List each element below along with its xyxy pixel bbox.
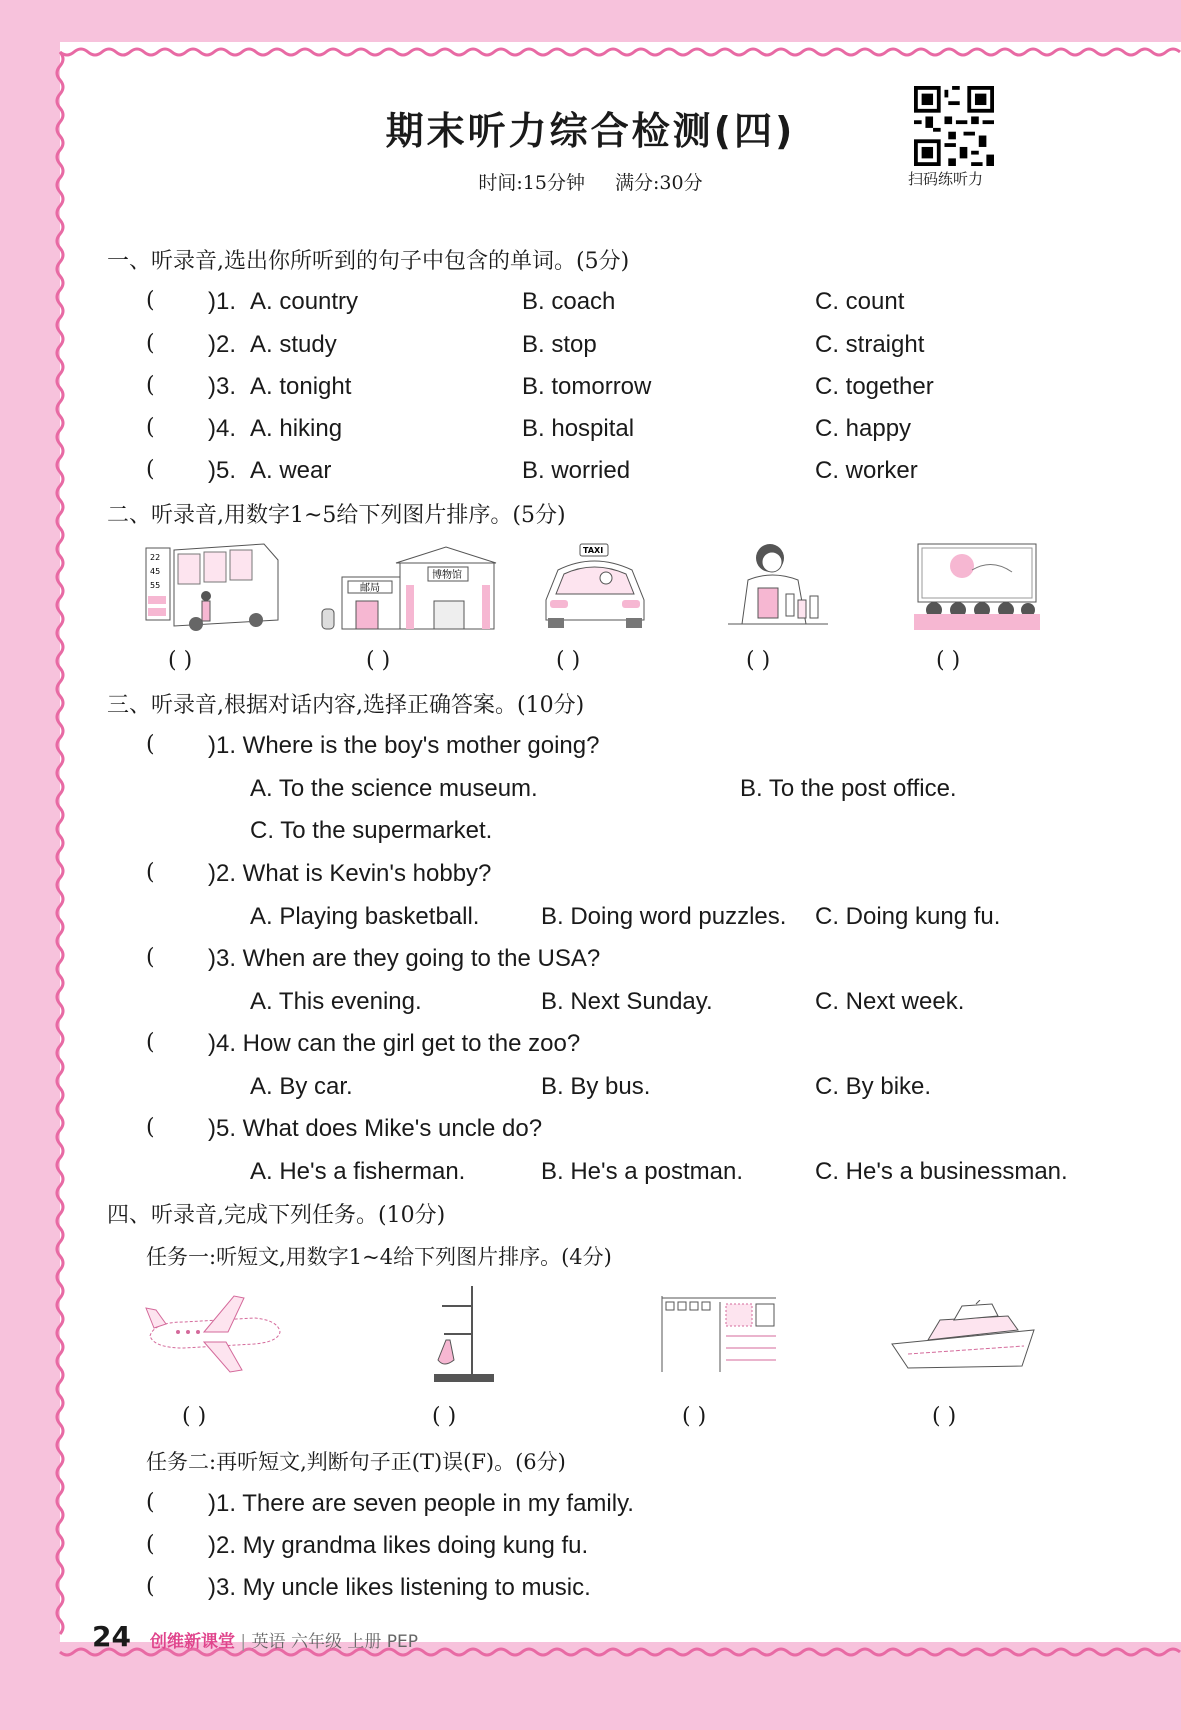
question-number: )3. (208, 373, 237, 400)
option-a: A. This evening. (250, 988, 422, 1015)
answer-blank[interactable]: ( (146, 945, 155, 970)
option-b: B. Doing word puzzles. (541, 903, 787, 930)
option-a: A. To the science museum. (250, 775, 538, 802)
question-number: )5. (208, 457, 237, 484)
section3-heading: 三、听录音,根据对话内容,选择正确答案。(10分) (107, 693, 585, 718)
option-a: A. Playing basketball. (250, 903, 480, 930)
question-text: )2. What is Kevin's hobby? (208, 860, 492, 887)
qr-label: 扫码练听力 (908, 170, 984, 188)
task2-instruction: 任务二:再听短文,判断句子正(T)误(F)。(6分) (146, 1450, 566, 1474)
task1-instruction: 任务一:听短文,用数字1~4给下列图片排序。(4分) (146, 1245, 612, 1269)
answer-blank[interactable]: ( ) (432, 1404, 457, 1429)
option-a: A. By car. (250, 1073, 353, 1100)
book-info: 英语 六年级 上册 PEP (251, 1632, 419, 1652)
section1-heading: 一、听录音,选出你所听到的句子中包含的单词。(5分) (107, 249, 630, 274)
option-b: B. hospital (522, 415, 635, 442)
plane-picture (144, 1292, 284, 1376)
answer-blank[interactable]: ( ) (746, 648, 771, 673)
post-office-museum-picture (320, 545, 500, 633)
question-text: )5. What does Mike's uncle do? (208, 1115, 543, 1142)
ship-picture (888, 1300, 1038, 1372)
answer-blank[interactable]: ( ) (932, 1404, 957, 1429)
answer-blank[interactable]: ( (146, 373, 155, 398)
lab-equipment-picture (430, 1284, 500, 1384)
question-text: )3. When are they going to the USA? (208, 945, 601, 972)
statement-text: )1. There are seven people in my family. (208, 1490, 634, 1517)
answer-blank[interactable]: ( (146, 860, 155, 885)
bus-number: 22 (150, 553, 161, 562)
option-c: C. happy (815, 415, 912, 442)
option-b: B. stop (522, 331, 597, 358)
option-c: C. He's a businessman. (815, 1158, 1068, 1185)
question-text: )1. Where is the boy's mother going? (208, 732, 600, 759)
doctor-picture (728, 540, 828, 632)
option-c: C. To the supermarket. (250, 817, 493, 844)
question-text: )4. How can the girl get to the zoo? (208, 1030, 581, 1057)
bus-number: 55 (150, 581, 161, 590)
page-title: 期末听力综合检测(四) (385, 109, 796, 153)
section2-heading: 二、听录音,用数字1~5给下列图片排序。(5分) (107, 503, 566, 528)
option-c: C. straight (815, 331, 925, 358)
bus-stop-picture (144, 540, 280, 632)
option-c: C. count (815, 288, 905, 315)
bus-number: 45 (150, 567, 161, 576)
answer-blank[interactable]: ( (146, 415, 155, 440)
option-a: A. wear (250, 457, 332, 484)
option-c: C. together (815, 373, 934, 400)
museum-sign: 博物馆 (432, 570, 462, 581)
answer-blank[interactable]: ( (146, 457, 155, 482)
option-a: A. hiking (250, 415, 343, 442)
time-limit: 时间:15分钟 (478, 172, 585, 194)
section4-heading: 四、听录音,完成下列任务。(10分) (107, 1203, 446, 1228)
question-number: )2. (208, 331, 237, 358)
post-office-sign: 邮局 (360, 583, 380, 594)
answer-blank[interactable]: ( (146, 1532, 155, 1557)
option-a: A. He's a fisherman. (250, 1158, 466, 1185)
answer-blank[interactable]: ( ) (936, 648, 961, 673)
answer-blank[interactable]: ( (146, 1574, 155, 1599)
option-c: C. Next week. (815, 988, 965, 1015)
taxi-picture (540, 540, 650, 632)
option-a: A. study (250, 331, 337, 358)
question-number: )4. (208, 415, 237, 442)
answer-blank[interactable]: ( ) (556, 648, 581, 673)
option-b: B. worried (522, 457, 631, 484)
answer-blank[interactable]: ( (146, 732, 155, 757)
page-number: 24 (92, 1620, 131, 1653)
answer-blank[interactable]: ( ) (366, 648, 391, 673)
statement-text: )3. My uncle likes listening to music. (208, 1574, 591, 1601)
answer-blank[interactable]: ( (146, 288, 155, 313)
answer-blank[interactable]: ( (146, 1030, 155, 1055)
answer-blank[interactable]: ( ) (682, 1404, 707, 1429)
option-b: B. tomorrow (522, 373, 652, 400)
option-b: B. He's a postman. (541, 1158, 744, 1185)
question-number: )1. (208, 288, 237, 315)
option-c: C. worker (815, 457, 918, 484)
option-b: B. Next Sunday. (541, 988, 713, 1015)
option-b: B. To the post office. (740, 775, 957, 802)
statement-text: )2. My grandma likes doing kung fu. (208, 1532, 589, 1559)
full-score: 满分:30分 (615, 172, 703, 194)
option-a: A. country (250, 288, 359, 315)
taxi-sign: TAXI (583, 546, 604, 555)
footer-info: 创维新课堂 | 英语 六年级 上册 PEP (150, 1632, 419, 1652)
answer-blank[interactable]: ( (146, 1490, 155, 1515)
option-a: A. tonight (250, 373, 352, 400)
cinema-picture (912, 540, 1042, 632)
option-c: C. By bike. (815, 1073, 932, 1100)
answer-blank[interactable]: ( (146, 1115, 155, 1140)
answer-blank[interactable]: ( (146, 331, 155, 356)
brand-name: 创维新课堂 (150, 1632, 235, 1652)
option-b: B. By bus. (541, 1073, 651, 1100)
qr-code-icon[interactable] (914, 86, 994, 166)
answer-blank[interactable]: ( ) (182, 1404, 207, 1429)
option-b: B. coach (522, 288, 616, 315)
answer-blank[interactable]: ( ) (168, 648, 193, 673)
option-c: C. Doing kung fu. (815, 903, 1001, 930)
postcard-picture (660, 1296, 780, 1376)
